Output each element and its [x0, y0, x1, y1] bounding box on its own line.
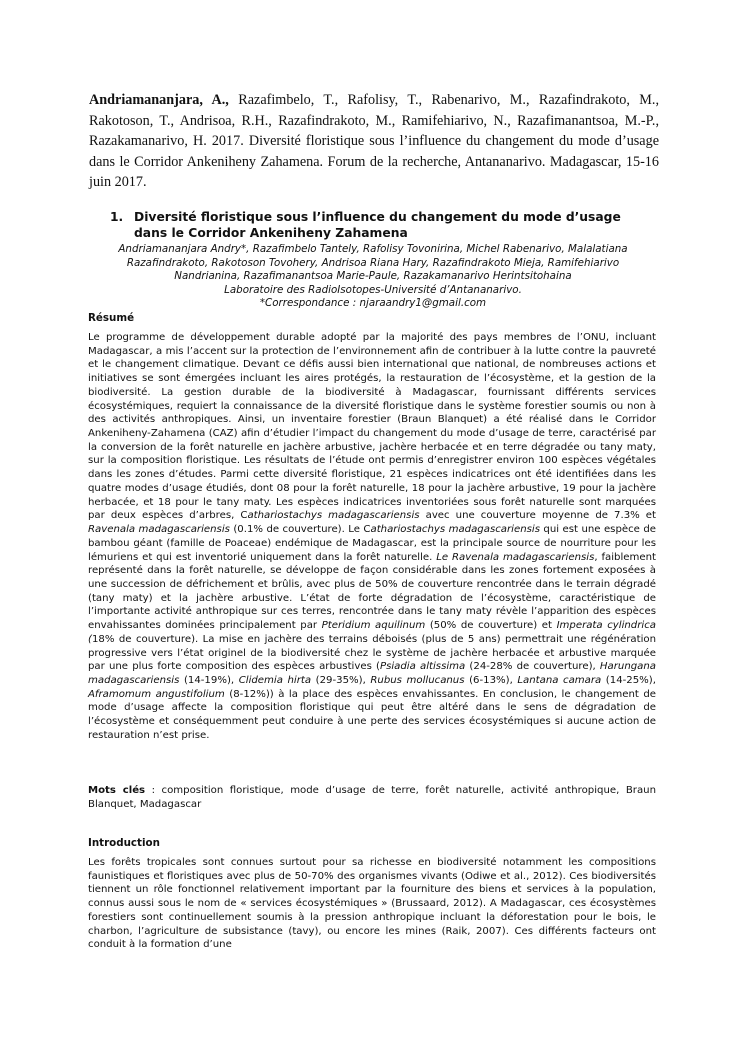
keywords-text: : composition floristique, mode d’usage de terre, forêt naturelle, activité anthropique, Braun Blanquet, Madagascar — [88, 785, 656, 810]
affiliation: Laboratoire des RadioIsotopes-Université d’Antananarivo. — [224, 283, 522, 296]
section-title: Diversité floristique sous l’influence du changement du mode d’usage dans le Corridor Ankeniheny Zahamena — [134, 210, 621, 240]
author-line-2: Razafindrakoto, Rakotoson Tovohery, Andrisoa Riana Hary, Razafindrakoto Mieja, Ramifehiarivo — [126, 256, 620, 269]
section-heading — [110, 210, 655, 241]
abstract-paragraph: Le programme de développement durable adopté par la majorité des pays membres de l’ONU, incluant Madagascar, a mis l’accent sur la protection de l’environnement afin de contribuer à la lutte contre la pauvreté et le changement climatique. Devant ce défis aussi bien international que national, de nombreuses actions et initiatives se sont émergées incluant les aires protégés, la restauration de l’écosystème, et la gestion de la biodiversité. La gestion durable de la biodiversité à Madagascar, fournissant différents services écosystémiques, requiert la connaissance de la diversité floristique dans le système forestier soumis ou non à des activités anthropiques. Ainsi, un inventaire forestier (Braun Blanquet) a été réalisé dans le Corridor Ankeniheny-Zahamena (CAZ) afin d’étudier l’impact du changement du mode d’usage de terre, caractérisé par la conversion de la forêt naturelle en jachère arbustive, jachère herbacée et en terre dégradée ou tany maty, sur la composition floristique. Les résultats de l’étude ont permis d’enregistrer environ 100 espèces végétales dans les zones d’études. Parmi cette diversité floristique, 21 espèces indicatrices ont été identifiées dans les quatre modes d’usage étudiés, dont 08 pour la forêt naturelle, 18 pour la jachère arbustive, 19 pour la jachère herbacée, et 18 pour le tany maty. Les espèces indicatrices inventoriées sous forêt naturelle sont marquées par deux espèces d’arbres, Cathariostachys madagascariensis avec une couverture moyenne de 7.3% et Ravenala madagascariensis (0.1% de couverture). Le Cathariostachys madagascariensis qui est une espèce de bambou géant (famille de Poaceae) endémique de Madagascar, est la principale source de nourriture pour les lémuriens et qui est inventorié uniquement dans la forêt naturelle. Le Ravenala madagascariensis, faiblement représenté dans la forêt naturelle, se développe de façon considérable dans les zones fortement exposées à une succession de défrichement et brûlis, avec plus de 50% de couverture rencontrée dans le terrain dégradé (tany maty) et la jachère arbustive. L’état de forte dégradation de l’écosystème, caractéristique de l’importante activité anthropique sur ces terres, rencontrée dans le tany maty révèle l’apparition des espèces envahissantes dominées principalement par Pteridium aquilinum (50% de couverture) et Imperata cylindrica (18% de couverture). La mise en jachère des terrains déboisés (plus de 5 ans) permettrait une régénération progressive vers l’état originel de la biodiversité chez le système de jachère herbacée et arbustive marquée par une plus forte composition des espèces arbustives (Psiadia altissima (24-28% de couverture), Harungana madagascariensis (14-19%), Clidemia hirta (29-35%), Rubus mollucanus (6-13%), Lantana camara (14-25%), Aframomum angustifolium (8-12%)) à la place des espèces envahissantes. En conclusion, le changement de mode d’usage affecte la composition floristique qui peut être altéré dans le sens de dégradation de l’écosystème et conséquemment peut conduire à une perte des services écosystémiques si aucune action de restauration n’est prise. — [88, 332, 657, 741]
keywords-label: Mots clés — [88, 785, 146, 796]
citation-lead-author: Andriamananjara, A., — [89, 92, 229, 108]
author-line-3: Nandrianina, Razafimanantsoa Marie-Paule, Razakamanarivo Herintsitohaina — [174, 270, 572, 283]
author-line-1: Andriamananjara Andry*, Razafimbelo Tantely, Rafolisy Tovonirina, Michel Rabenarivo, Malalatiana — [118, 243, 628, 255]
citation-block — [89, 90, 659, 193]
keywords-paragraph — [88, 784, 656, 811]
introduction-paragraph: Les forêts tropicales sont connues surtout pour sa richesse en biodiversité notamment les compositions faunistiques et floristiques avec plus de 50-70% des organismes vivants (Odiwe et al., 2012). Ces biodiversités tiennent un rôle fonctionnel relativement important par la fourniture des biens et services à la population, connus aussi sous le nom de « services écosystémiques » (Brussaard, 2012). A Madagascar, ces écosystèmes forestiers sont continuellement soumis à la pression anthropique incluant la déforestation pour le bois, le charbon, l’agriculture de subsistance (tavy), ou encore les mines (Raik, 2007). Ces différents facteurs ont conduit à la formation d’une — [88, 857, 656, 951]
section-number: 1. — [110, 210, 124, 224]
author-block — [88, 243, 658, 311]
correspondence: *Correspondance : njaraandry1@gmail.com — [259, 297, 487, 310]
citation-text: Razafimbelo, T., Rafolisy, T., Rabenarivo, M., Razafindrakoto, M., Rakotoson, T., Andrisoa, R.H., Razafindrakoto, M., Ramifehiarivo, N., Razafimanantsoa, M.-P., Razakamanarivo, H. 2017. Diversité floristique sous l’influence du changement du mode d’usage dans le Corridor Ankeniheny Zahamena. Forum de la recherche, Antananarivo. Madagascar, 15-16 juin 2017. — [89, 92, 660, 190]
introduction-heading: Introduction — [88, 837, 160, 849]
resume-heading: Résumé — [88, 312, 135, 324]
